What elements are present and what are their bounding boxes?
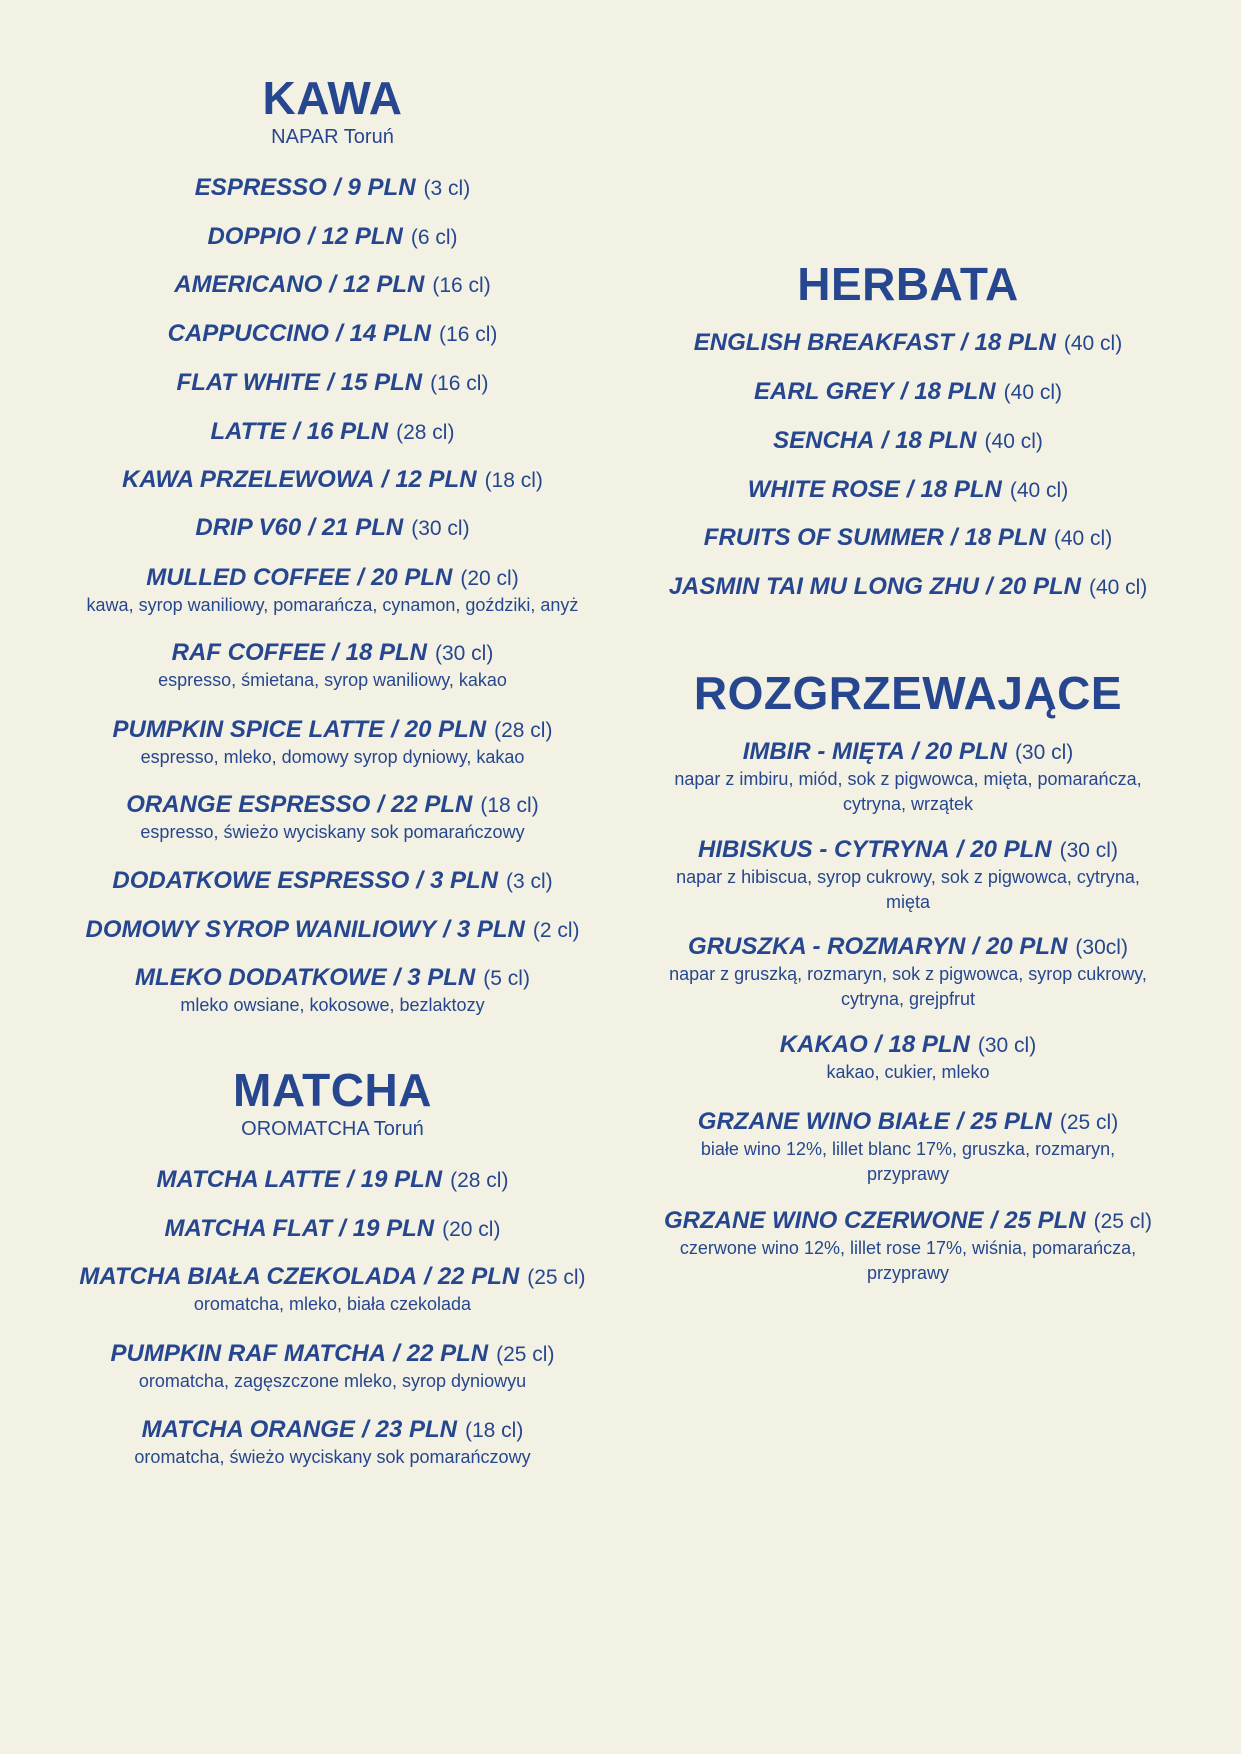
menu-item-volume: (20 cl) — [442, 1218, 501, 1241]
menu-item — [40, 790, 625, 845]
menu-item-line — [40, 173, 625, 203]
menu-item-volume: (40 cl) — [1088, 576, 1148, 599]
menu-item-volume: (3 cl) — [423, 177, 471, 200]
price-separator: / — [911, 738, 919, 765]
menu-item-volume: (28 cl) — [494, 719, 553, 742]
menu-item-name: FRUITS OF SUMMER — [703, 524, 944, 551]
menu-item — [40, 1339, 625, 1394]
menu-item-price: 19 PLN — [360, 1166, 443, 1193]
matcha-heading — [40, 1064, 625, 1140]
price-separator: / — [381, 466, 389, 493]
herbata-heading — [628, 258, 1188, 310]
menu-item — [40, 638, 625, 693]
menu-item-volume: (40 cl) — [1003, 381, 1062, 404]
menu-item — [40, 963, 625, 1018]
menu-item-line — [628, 377, 1188, 407]
menu-item-volume: (30 cl) — [435, 642, 494, 665]
kawa-title: KAWA — [262, 72, 403, 124]
menu-item-description: espresso, mleko, domowy syrop dyniowy, kakao — [140, 747, 525, 767]
menu-item-line — [40, 638, 625, 668]
menu-item-price: 3 PLN — [456, 916, 525, 943]
menu-item-name: MATCHA BIAŁA CZEKOLADA — [79, 1263, 418, 1290]
menu-item-price: 18 PLN — [345, 639, 427, 666]
menu-item — [40, 222, 625, 252]
menu-item-price: 20 PLN — [925, 738, 1007, 765]
menu-item-description: oromatcha, świeżo wyciskany sok pomarańczowy — [134, 1447, 531, 1467]
menu-item-volume: (30 cl) — [977, 1034, 1037, 1057]
menu-item-name: DRIP V60 — [195, 514, 302, 541]
menu-item-line — [40, 417, 625, 447]
menu-item — [628, 377, 1188, 407]
menu-item — [628, 1206, 1188, 1286]
menu-item — [40, 915, 625, 945]
menu-item — [40, 513, 625, 543]
menu-item — [628, 328, 1188, 358]
menu-item-price: 20 PLN — [404, 716, 487, 743]
menu-item — [40, 1214, 625, 1244]
menu-item-name: MATCHA ORANGE — [141, 1416, 355, 1443]
menu-item-price: 25 PLN — [1004, 1207, 1086, 1234]
menu-item — [628, 426, 1188, 456]
price-separator: / — [906, 476, 914, 503]
menu-item-description: napar z hibiscua, syrop cukrowy, sok z pigwowca, cytryna, mięta — [676, 867, 1140, 912]
menu-item-volume: (16 cl) — [430, 372, 489, 395]
menu-item-volume: (25 cl) — [1093, 1210, 1152, 1233]
menu-item-line — [40, 563, 625, 593]
menu-item-description: napar z imbiru, miód, sok z pigwowca, mięta, pomarańcza, cytryna, wrzątek — [674, 769, 1142, 814]
menu-item-price: 16 PLN — [306, 418, 389, 445]
matcha-subtitle: OROMATCHA Toruń — [241, 1118, 424, 1140]
menu-item-price: 23 PLN — [375, 1416, 457, 1443]
menu-item — [628, 835, 1188, 915]
menu-item-line — [40, 715, 625, 745]
menu-item-line — [628, 1206, 1188, 1236]
menu-item-name: LATTE — [210, 418, 287, 445]
price-separator: / — [377, 791, 384, 818]
menu-item-line — [40, 915, 625, 945]
menu-item-price: 12 PLN — [395, 466, 477, 493]
price-separator: / — [424, 1263, 431, 1290]
menu-item-price: 21 PLN — [321, 514, 404, 541]
menu-item-volume: (25 cl) — [496, 1343, 555, 1366]
menu-item — [628, 1030, 1188, 1085]
price-separator: / — [950, 524, 958, 551]
menu-item-name: MULLED COFFEE — [146, 564, 351, 591]
menu-item-name: MATCHA LATTE — [156, 1166, 341, 1193]
menu-item-price: 18 PLN — [888, 1031, 970, 1058]
menu-item — [628, 475, 1188, 505]
price-separator: / — [335, 320, 343, 347]
menu-item-price: 18 PLN — [964, 524, 1046, 551]
menu-item-price: 22 PLN — [391, 791, 473, 818]
menu-item-description: espresso, śmietana, syrop waniliowy, kakao — [158, 670, 507, 690]
menu-item-line — [40, 465, 625, 495]
menu-item — [628, 572, 1188, 602]
menu-item-name: DOPPIO — [207, 223, 301, 250]
matcha-title: MATCHA — [233, 1064, 432, 1116]
price-separator: / — [339, 1215, 346, 1242]
price-separator: / — [347, 1166, 354, 1193]
menu-item — [628, 1107, 1188, 1187]
menu-item-name: MLEKO DODATKOWE — [135, 964, 387, 991]
menu-item-volume: (28 cl) — [450, 1169, 509, 1192]
menu-item-line — [40, 270, 625, 300]
menu-item-line — [40, 1415, 625, 1445]
menu-item-line — [40, 513, 625, 543]
menu-item — [40, 270, 625, 300]
menu-item-line — [40, 1262, 625, 1292]
menu-item — [40, 417, 625, 447]
menu-item-price: 25 PLN — [970, 1108, 1052, 1135]
price-separator: / — [393, 964, 401, 991]
menu-item-line — [40, 1339, 625, 1369]
menu-item-line — [40, 1214, 625, 1244]
menu-item-volume: (40 cl) — [1063, 332, 1123, 355]
menu-item — [40, 715, 625, 770]
menu-item-price: 18 PLN — [895, 427, 977, 454]
menu-item-name: GRUSZKA - ROZMARYN — [688, 933, 966, 960]
menu-item-line — [628, 572, 1188, 602]
menu-item-line — [628, 1107, 1188, 1137]
menu-item-volume: (40 cl) — [1053, 527, 1113, 550]
menu-item-price: 20 PLN — [999, 573, 1081, 600]
menu-item-volume: (16 cl) — [432, 274, 491, 297]
kawa-heading — [40, 72, 625, 148]
menu-item-price: 3 PLN — [429, 867, 498, 894]
menu-item-price: 22 PLN — [406, 1340, 489, 1367]
price-separator: / — [443, 916, 450, 943]
menu-item-price: 15 PLN — [340, 369, 423, 396]
menu-item — [40, 368, 625, 398]
price-separator: / — [331, 639, 339, 666]
menu-item-volume: (16 cl) — [439, 323, 498, 346]
menu-item — [628, 932, 1188, 1012]
price-separator: / — [307, 223, 315, 250]
menu-item-volume: (18 cl) — [465, 1419, 524, 1442]
menu-item-line — [40, 368, 625, 398]
menu-item — [628, 523, 1188, 553]
menu-item-description: espresso, świeżo wyciskany sok pomarańczowy — [140, 822, 525, 842]
menu-item-line — [628, 426, 1188, 456]
menu-item-name: GRZANE WINO BIAŁE — [697, 1108, 950, 1135]
menu-item-name: KAWA PRZELEWOWA — [122, 466, 375, 493]
menu-item-price: 20 PLN — [370, 564, 453, 591]
menu-item — [40, 563, 625, 618]
rozgrzewajace-title: ROZGRZEWAJĄCE — [693, 667, 1123, 719]
menu-item-volume: (30 cl) — [1059, 839, 1118, 862]
kawa-subtitle: NAPAR Toruń — [271, 126, 394, 148]
menu-item-name: FLAT WHITE — [176, 369, 321, 396]
menu-item-line — [628, 523, 1188, 553]
menu-item-volume: (2 cl) — [532, 919, 580, 942]
menu-item — [40, 1165, 625, 1195]
price-separator: / — [327, 369, 334, 396]
rozgrzewajace-heading — [628, 667, 1188, 719]
menu-item-name: ENGLISH BREAKFAST — [693, 329, 954, 356]
menu-item — [40, 465, 625, 495]
menu-item-name: KAKAO — [779, 1031, 868, 1058]
menu-item-price: 18 PLN — [914, 378, 996, 405]
menu-item-volume: (40 cl) — [1009, 479, 1069, 502]
price-separator: / — [990, 1207, 998, 1234]
menu-item-description: kakao, cukier, mleko — [826, 1062, 990, 1082]
herbata-title: HERBATA — [797, 258, 1019, 310]
price-separator: / — [960, 329, 968, 356]
menu-item-price: 18 PLN — [974, 329, 1056, 356]
menu-item-line — [628, 737, 1188, 767]
menu-item-line — [628, 475, 1188, 505]
menu-item-volume: (40 cl) — [984, 430, 1043, 453]
menu-item-name: DODATKOWE ESPRESSO — [112, 867, 410, 894]
menu-item-line — [40, 222, 625, 252]
price-separator: / — [985, 573, 993, 600]
menu-item-volume: (3 cl) — [505, 870, 553, 893]
menu-item — [40, 319, 625, 349]
menu-item-price: 12 PLN — [342, 271, 425, 298]
menu-item — [628, 737, 1188, 817]
menu-item-volume: (25 cl) — [1059, 1111, 1119, 1134]
menu-item-price: 18 PLN — [920, 476, 1002, 503]
menu-item-line — [40, 866, 625, 896]
menu-item-description: czerwone wino 12%, lillet rose 17%, wiśnia, pomarańcza, przyprawy — [679, 1238, 1137, 1283]
menu-item-volume: (18 cl) — [484, 469, 543, 492]
menu-item-price: 20 PLN — [970, 836, 1052, 863]
price-separator: / — [293, 418, 300, 445]
menu-item-name: AMERICANO — [174, 271, 323, 298]
menu-item-name: DOMOWY SYROP WANILIOWY — [85, 916, 437, 943]
menu-item-name: ORANGE ESPRESSO — [126, 791, 371, 818]
menu-item-name: HIBISKUS - CYTRYNA — [698, 836, 950, 863]
menu-item-description: oromatcha, zagęszczone mleko, syrop dyniowyu — [138, 1371, 527, 1391]
price-separator: / — [972, 933, 980, 960]
menu-item-name: CAPPUCCINO — [167, 320, 329, 347]
price-separator: / — [881, 427, 889, 454]
menu-item-description: napar z gruszką, rozmaryn, sok z pigwowca, syrop cukrowy, cytryna, grejpfrut — [669, 964, 1147, 1009]
price-separator: / — [956, 1108, 964, 1135]
price-separator: / — [308, 514, 315, 541]
price-separator: / — [357, 564, 364, 591]
menu-item-line — [628, 835, 1188, 865]
menu-item-price: 9 PLN — [347, 174, 416, 201]
price-separator: / — [361, 1416, 369, 1443]
menu-item-volume: (6 cl) — [410, 226, 458, 249]
menu-item-price: 12 PLN — [321, 223, 403, 250]
menu-item-line — [40, 1165, 625, 1195]
menu-item-line — [628, 328, 1188, 358]
price-separator: / — [333, 174, 341, 201]
menu-item-price: 20 PLN — [986, 933, 1068, 960]
menu-item-name: EARL GREY — [754, 378, 894, 405]
menu-item-name: RAF COFFEE — [171, 639, 325, 666]
menu-item-volume: (30 cl) — [411, 517, 470, 540]
menu-item-line — [628, 932, 1188, 962]
price-separator: / — [329, 271, 336, 298]
price-separator: / — [874, 1031, 882, 1058]
menu-item-price: 14 PLN — [349, 320, 432, 347]
menu-item — [40, 173, 625, 203]
price-separator: / — [391, 716, 398, 743]
menu-item-name: PUMPKIN SPICE LATTE — [112, 716, 385, 743]
menu-item-name: GRZANE WINO CZERWONE — [664, 1207, 984, 1234]
menu-item-price: 22 PLN — [437, 1263, 520, 1290]
menu-item-volume: (5 cl) — [483, 967, 530, 990]
menu-item-volume: (30 cl) — [1014, 741, 1074, 764]
menu-item-line — [40, 963, 625, 993]
menu-item-description: mleko owsiane, kokosowe, bezlaktozy — [180, 995, 485, 1015]
price-separator: / — [393, 1340, 400, 1367]
menu-item-volume: (30cl) — [1075, 936, 1128, 959]
menu-item — [40, 1262, 625, 1317]
menu-item-volume: (18 cl) — [480, 794, 539, 817]
menu-item-name: PUMPKIN RAF MATCHA — [110, 1340, 387, 1367]
menu-item-line — [40, 319, 625, 349]
price-separator: / — [900, 378, 908, 405]
menu-item-volume: (20 cl) — [460, 567, 519, 590]
menu-item-name: WHITE ROSE — [747, 476, 900, 503]
menu-item-description: białe wino 12%, lillet blanc 17%, gruszka, rozmaryn, przyprawy — [700, 1139, 1116, 1184]
menu-item-line — [40, 790, 625, 820]
price-separator: / — [956, 836, 964, 863]
menu-item-name: IMBIR - MIĘTA — [742, 738, 905, 765]
menu-item-name: ESPRESSO — [194, 174, 327, 201]
menu-item-name: MATCHA FLAT — [164, 1215, 333, 1242]
menu-item-description: kawa, syrop waniliowy, pomarańcza, cynamon, goździki, anyż — [86, 595, 579, 615]
menu-item — [40, 866, 625, 896]
menu-item-volume: (28 cl) — [396, 421, 455, 444]
menu-item — [40, 1415, 625, 1470]
menu-item-price: 19 PLN — [352, 1215, 435, 1242]
menu-item-name: SENCHA — [773, 427, 875, 454]
menu-item-description: oromatcha, mleko, biała czekolada — [193, 1294, 472, 1314]
price-separator: / — [416, 867, 423, 894]
menu-item-line — [628, 1030, 1188, 1060]
menu-item-name: JASMIN TAI MU LONG ZHU — [668, 573, 979, 600]
menu-item-price: 3 PLN — [407, 964, 476, 991]
menu-item-volume: (25 cl) — [527, 1266, 586, 1289]
